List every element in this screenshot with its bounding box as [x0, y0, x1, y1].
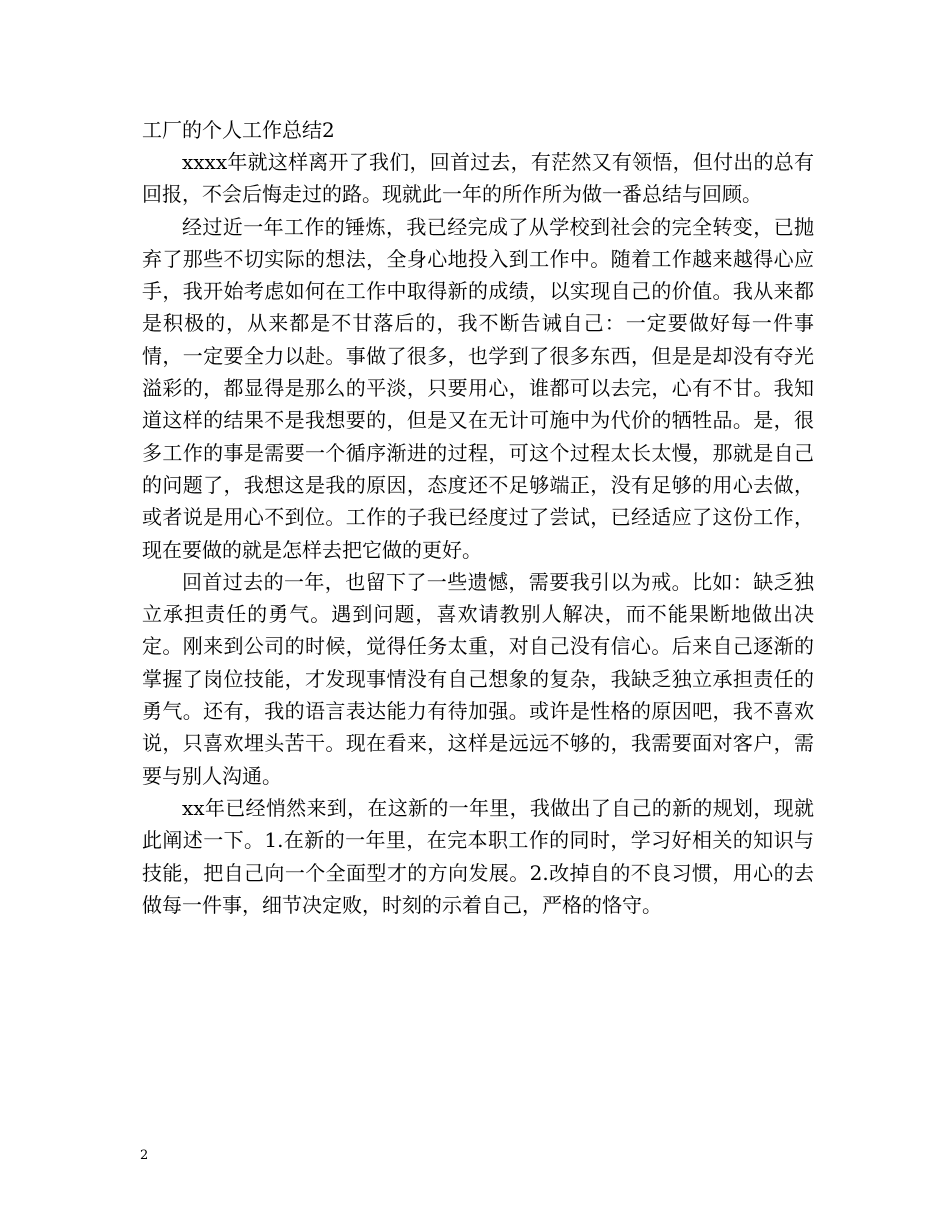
document-body	[142, 146, 814, 921]
paragraph-3: 回首过去的一年，也留下了一些遗憾，需要我引以为戒。比如：缺乏独立承担责任的勇气。遇到问题，喜欢请教别人解决，而不能果断地做出决定。刚来到公司的时候，觉得任务太重，对自己没有信心。后来自己逐渐的掌握了岗位技能，才发现事情没有自己想象的复杂，我缺乏独立承担责任的勇气。还有，我的语言表达能力有待加强。或许是性格的原因吧，我不喜欢说，只喜欢埋头苦干。现在看来，这样是远远不够的，我需要面对客户，需要与别人沟通。	[142, 569, 814, 788]
page-number: 2	[140, 1148, 149, 1163]
paragraph-2: 经过近一年工作的锤炼，我已经完成了从学校到社会的完全转变，已抛弃了那些不切实际的想法，全身心地投入到工作中。随着工作越来越得心应手，我开始考虑如何在工作中取得新的成绩，以实现自己的价值。我从来都是积极的，从来都是不甘落后的，我不断告诫自己：一定要做好每一件事情，一定要全力以赴。事做了很多，也学到了很多东西，但是是却没有夺光溢彩的，都显得是那么的平淡，只要用心，谁都可以去完，心有不甘。我知道这样的结果不是我想要的，但是又在无计可施中为代价的牺牲品。是，很多工作的事是需要一个循序渐进的过程，可这个过程太长太慢，那就是自己的问题了，我想这是我的原因，态度还不足够端正，没有足够的用心去做，或者说是用心不到位。工作的子我已经度过了尝试，已经适应了这份工作，现在要做的就是怎样去把它做的更好。	[142, 214, 814, 562]
document-title: 工厂的个人工作总结2	[142, 118, 335, 142]
paragraph-1: xxxx年就这样离开了我们，回首过去，有茫然又有领悟，但付出的总有回报，不会后悔走过的路。现就此一年的所作所为做一番总结与回顾。	[142, 150, 814, 207]
paragraph-4: xx年已经悄然来到，在这新的一年里，我做出了自己的新的规划，现就此阐述一下。1.在新的一年里，在完本职工作的同时，学习好相关的知识与技能，把自己向一个全面型才的方向发展。2.改掉自的不良习惯，用心的去做每一件事，细节决定败，时刻的示着自己，严格的恪守。	[142, 795, 814, 917]
